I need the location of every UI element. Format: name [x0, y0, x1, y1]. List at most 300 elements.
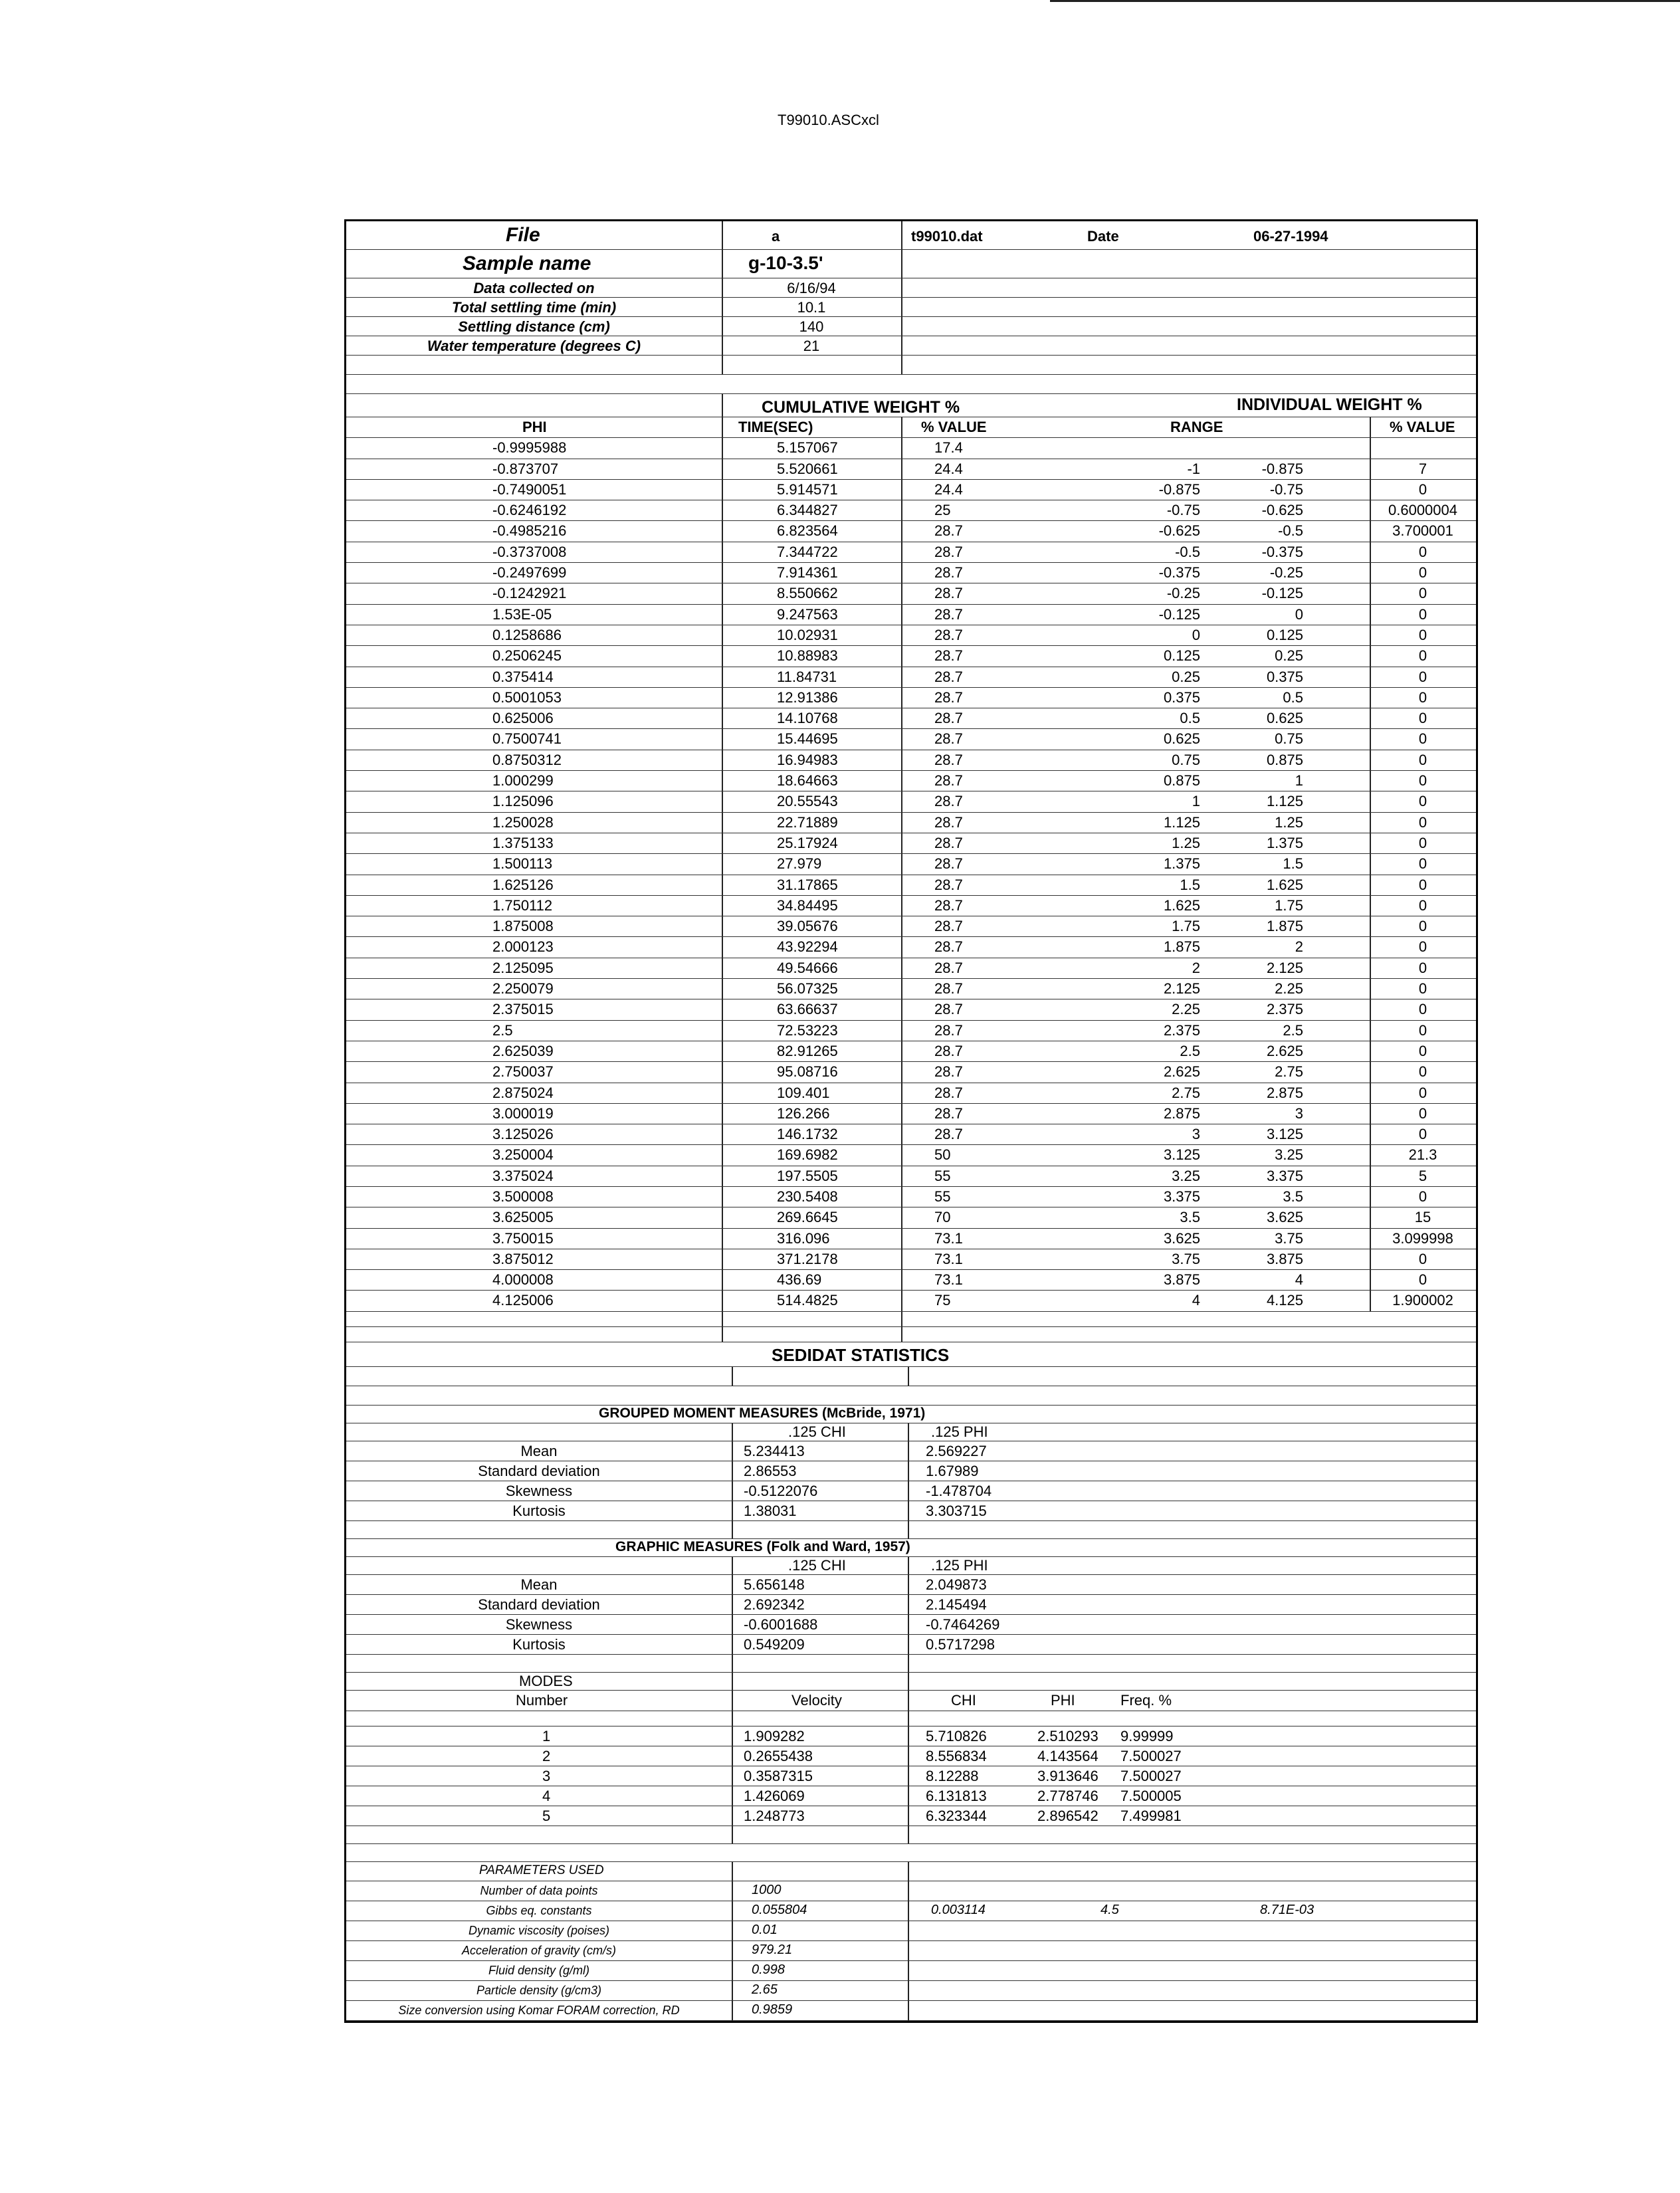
value-cell: 28.7 [934, 1021, 963, 1039]
stat-chi: 5.234413 [744, 1442, 805, 1459]
weight-row [346, 1229, 1476, 1249]
grouped-row [346, 1481, 1476, 1501]
phi-cell: 2.125095 [492, 959, 554, 976]
graphic-title-row [346, 1539, 1476, 1557]
weight-row [346, 1041, 1476, 1062]
range-start-cell: 0.125 [1163, 647, 1200, 665]
modes-header-row [346, 1691, 1476, 1711]
phi-cell: 0.5001053 [492, 688, 562, 706]
value-cell: 25 [934, 502, 951, 519]
weight-row [346, 1062, 1476, 1083]
graphic-row [346, 1575, 1476, 1595]
mode-freq: 7.500005 [1120, 1787, 1182, 1804]
phi-cell: 3.375024 [492, 1167, 554, 1184]
range-end-cell: 1.625 [1266, 876, 1303, 893]
grouped-title: GROUPED MOMENT MEASURES (McBride, 1971) [599, 1405, 926, 1421]
ivalue-cell: 0 [1418, 1126, 1427, 1143]
stat-phi: 1.67989 [926, 1462, 979, 1479]
weight-row [346, 521, 1476, 542]
param-value: 140 [799, 318, 824, 335]
statistics-block [346, 1342, 1476, 1673]
range-end-cell: 1.75 [1275, 896, 1303, 914]
document-title: T99010.ASCxcl [778, 112, 879, 128]
mode-chi: 6.323344 [926, 1807, 987, 1824]
ivalue-cell: 0 [1418, 688, 1427, 706]
modes-col-velocity: Velocity [791, 1691, 842, 1709]
value-cell: 55 [934, 1167, 951, 1184]
value-cell: 28.7 [934, 980, 963, 997]
parameter-label: Size conversion using Komar FORAM correction, RD [398, 2003, 680, 2017]
mode-phi: 2.510293 [1037, 1727, 1099, 1744]
value-cell: 73.1 [934, 1229, 963, 1247]
ivalue-cell: 0 [1418, 605, 1427, 623]
mode-number: 3 [542, 1767, 551, 1784]
ivalue-cell: 0 [1418, 959, 1427, 976]
range-start-cell: 0.25 [1172, 668, 1200, 685]
range-start-cell: 0.5 [1180, 710, 1200, 727]
time-cell: 18.64663 [777, 772, 838, 789]
phi-cell: 0.1258686 [492, 626, 562, 643]
weight-row [346, 459, 1476, 480]
modes-col-number: Number [516, 1691, 568, 1709]
time-cell: 49.54666 [777, 959, 838, 976]
range-end-cell: 3.125 [1266, 1126, 1303, 1143]
weight-row [346, 916, 1476, 937]
phi-cell: 3.250004 [492, 1146, 554, 1164]
stat-label: Kurtosis [512, 1502, 566, 1519]
phi-cell: -0.1242921 [492, 585, 567, 602]
modes-col-phi: PHI [1051, 1691, 1075, 1709]
value-cell: 28.7 [934, 751, 963, 768]
header-block [346, 221, 1476, 394]
weight-row [346, 958, 1476, 979]
range-start-cell: 0.375 [1163, 688, 1200, 706]
phi-cell: 3.500008 [492, 1188, 554, 1205]
weight-row [346, 708, 1476, 729]
weight-row [346, 438, 1476, 459]
time-cell: 82.91265 [777, 1042, 838, 1059]
range-start-cell: 1.125 [1163, 813, 1200, 831]
phi-cell: 1.875008 [492, 918, 554, 935]
ivalue-cell: 0 [1418, 876, 1427, 893]
modes-title: MODES [519, 1672, 573, 1689]
value-cell: 28.7 [934, 730, 963, 748]
value-cell: 28.7 [934, 647, 963, 665]
parameter-v3: 4.5 [1101, 1902, 1119, 1917]
ivalue-cell: 7 [1418, 460, 1427, 477]
phi-cell: 1.625126 [492, 876, 554, 893]
range-start-cell: 3.25 [1172, 1167, 1200, 1184]
col-value: % VALUE [921, 419, 987, 435]
time-cell: 109.401 [777, 1084, 830, 1101]
phi-cell: 2.375015 [492, 1001, 554, 1018]
weight-row [346, 1187, 1476, 1207]
mode-freq: 7.500027 [1120, 1747, 1182, 1764]
value-cell: 73.1 [934, 1271, 963, 1289]
ivalue-cell: 0 [1418, 480, 1427, 498]
weights-header-row [346, 417, 1476, 438]
phi-cell: 4.000008 [492, 1271, 554, 1289]
time-cell: 20.55543 [777, 793, 838, 810]
range-end-cell: 2.125 [1266, 959, 1303, 976]
stat-label: Skewness [505, 1482, 573, 1499]
ivalue-cell: 5 [1418, 1167, 1427, 1184]
col-ivalue: % VALUE [1390, 419, 1455, 435]
time-cell: 43.92294 [777, 938, 838, 956]
range-end-cell: -0.75 [1269, 480, 1303, 498]
range-start-cell: 3.375 [1163, 1188, 1200, 1205]
grouped-col-chi: .125 CHI [788, 1423, 846, 1440]
weight-row [346, 605, 1476, 625]
graphic-row [346, 1595, 1476, 1615]
parameter-v1: 0.01 [752, 1922, 778, 1937]
range-start-cell: 3 [1192, 1126, 1200, 1143]
sample-label: Sample name [463, 253, 591, 274]
ivalue-cell: 3.099998 [1392, 1229, 1453, 1247]
range-start-cell: 2.625 [1163, 1063, 1200, 1081]
range-start-cell: 0.875 [1163, 772, 1200, 789]
range-end-cell: 0.5 [1283, 688, 1303, 706]
time-cell: 63.66637 [777, 1001, 838, 1018]
parameter-row [346, 1981, 1476, 2001]
range-end-cell: 2.875 [1266, 1084, 1303, 1101]
mode-number: 4 [542, 1787, 551, 1804]
mode-phi: 4.143564 [1037, 1747, 1099, 1764]
graphic-rows [346, 1575, 1476, 1655]
value-cell: 73.1 [934, 1250, 963, 1267]
value-cell: 28.7 [934, 605, 963, 623]
mode-rows [346, 1726, 1476, 1826]
mode-velocity: 1.248773 [744, 1807, 805, 1824]
mode-chi: 8.12288 [926, 1767, 979, 1784]
time-cell: 6.823564 [777, 522, 838, 540]
range-end-cell: 3.25 [1275, 1146, 1303, 1164]
range-end-cell: 0.25 [1275, 647, 1303, 665]
ivalue-cell: 0 [1418, 1104, 1427, 1122]
range-start-cell: 2.125 [1163, 980, 1200, 997]
range-start-cell: 0.75 [1172, 751, 1200, 768]
range-start-cell: 2.75 [1172, 1084, 1200, 1101]
value-cell: 28.7 [934, 959, 963, 976]
range-end-cell: 0.375 [1266, 668, 1303, 685]
graphic-title: GRAPHIC MEASURES (Folk and Ward, 1957) [615, 1538, 910, 1554]
phi-cell: -0.9995988 [492, 439, 567, 457]
range-start-cell: 1.375 [1163, 855, 1200, 873]
ivalue-cell: 0 [1418, 772, 1427, 789]
weight-row [346, 1291, 1476, 1311]
sample-row [346, 250, 1476, 278]
parameter-v1: 2.65 [752, 1982, 778, 1997]
range-start-cell: -0.375 [1158, 564, 1200, 581]
range-start-cell: 4 [1192, 1292, 1200, 1309]
weight-row [346, 999, 1476, 1020]
range-end-cell: 3.5 [1283, 1188, 1303, 1205]
graphic-header-row [346, 1557, 1476, 1575]
ivalue-cell: 0 [1418, 813, 1427, 831]
stat-chi: -0.5122076 [744, 1482, 818, 1499]
individual-title: INDIVIDUAL WEIGHT % [1237, 395, 1422, 414]
range-end-cell: 4 [1295, 1271, 1303, 1289]
range-end-cell: 3.375 [1266, 1167, 1303, 1184]
phi-cell: 0.7500741 [492, 730, 562, 748]
range-end-cell: 1.5 [1283, 855, 1303, 873]
range-start-cell: 2.5 [1180, 1042, 1200, 1059]
file-label: File [506, 224, 540, 246]
parameters-title-row [346, 1862, 1476, 1881]
range-end-cell: -0.25 [1269, 564, 1303, 581]
range-start-cell: 3.625 [1163, 1229, 1200, 1247]
param-row [346, 336, 1476, 356]
weight-row [346, 979, 1476, 999]
range-end-cell: 1.25 [1275, 813, 1303, 831]
stat-phi: 3.303715 [926, 1502, 987, 1519]
weight-row [346, 854, 1476, 875]
modes-col-chi: CHI [951, 1691, 976, 1709]
phi-cell: 4.125006 [492, 1292, 554, 1309]
time-cell: 34.84495 [777, 896, 838, 914]
mode-phi: 3.913646 [1037, 1767, 1099, 1784]
range-end-cell: 1.875 [1266, 918, 1303, 935]
modes-col-freq: Freq. % [1120, 1691, 1172, 1709]
ivalue-cell: 0 [1418, 834, 1427, 851]
stat-chi: 5.656148 [744, 1576, 805, 1593]
range-end-cell: 3.875 [1266, 1250, 1303, 1267]
modes-block [346, 1673, 1476, 1862]
phi-cell: 1.750112 [492, 896, 553, 914]
value-cell: 28.7 [934, 543, 963, 560]
ivalue-cell: 0 [1418, 1250, 1427, 1267]
parameters-block [346, 1862, 1476, 2021]
stat-label: Kurtosis [512, 1635, 566, 1653]
time-cell: 12.91386 [777, 688, 838, 706]
weight-row [346, 771, 1476, 791]
value-cell: 28.7 [934, 918, 963, 935]
time-cell: 7.914361 [777, 564, 838, 581]
ivalue-cell: 0.6000004 [1388, 502, 1457, 519]
value-cell: 75 [934, 1292, 951, 1309]
range-start-cell: 2.25 [1172, 1001, 1200, 1018]
range-start-cell: -0.5 [1175, 543, 1200, 560]
range-end-cell: 1.375 [1266, 834, 1303, 851]
parameter-v1: 0.055804 [752, 1902, 807, 1917]
data-sheet [344, 219, 1478, 2023]
phi-cell: 2.250079 [492, 980, 554, 997]
weight-row [346, 688, 1476, 708]
time-cell: 56.07325 [777, 980, 838, 997]
value-cell: 28.7 [934, 710, 963, 727]
graphic-row [346, 1635, 1476, 1655]
parameter-row [346, 1921, 1476, 1941]
header-params [346, 278, 1476, 356]
time-cell: 7.344722 [777, 543, 838, 560]
range-end-cell: -0.125 [1261, 585, 1303, 602]
phi-cell: 3.125026 [492, 1126, 554, 1143]
time-cell: 72.53223 [777, 1021, 838, 1039]
time-cell: 126.266 [777, 1104, 830, 1122]
ivalue-cell: 1.900002 [1392, 1292, 1453, 1309]
range-end-cell: 1 [1295, 772, 1303, 789]
time-cell: 169.6982 [777, 1146, 838, 1164]
ivalue-cell: 0 [1418, 918, 1427, 935]
time-cell: 269.6645 [777, 1209, 838, 1226]
grouped-title-row [346, 1406, 1476, 1423]
phi-cell: 3.625005 [492, 1209, 554, 1226]
value-cell: 24.4 [934, 480, 963, 498]
mode-row [346, 1766, 1476, 1786]
phi-cell: 2.000123 [492, 938, 554, 956]
param-row [346, 278, 1476, 298]
time-cell: 230.5408 [777, 1188, 838, 1205]
value-cell: 28.7 [934, 1126, 963, 1143]
weight-row [346, 1207, 1476, 1228]
value-cell: 28.7 [934, 1084, 963, 1101]
phi-cell: 3.875012 [492, 1250, 554, 1267]
weight-row [346, 791, 1476, 812]
phi-cell: 3.000019 [492, 1104, 554, 1122]
stats-title-row [346, 1342, 1476, 1367]
parameter-label: Fluid density (g/ml) [488, 1963, 590, 1977]
weight-row [346, 667, 1476, 688]
parameter-v4: 8.71E-03 [1260, 1902, 1314, 1917]
grouped-row [346, 1501, 1476, 1521]
weights-block [346, 394, 1476, 1342]
range-end-cell: 0.75 [1275, 730, 1303, 748]
value-cell: 28.7 [934, 668, 963, 685]
weight-row [346, 937, 1476, 958]
time-cell: 95.08716 [777, 1063, 838, 1081]
param-label: Settling distance (cm) [458, 318, 610, 335]
parameter-v1: 0.998 [752, 1962, 786, 1977]
mode-row [346, 1786, 1476, 1806]
ivalue-cell: 0 [1418, 1021, 1427, 1039]
stat-phi: -0.7464269 [926, 1616, 1000, 1633]
file-a: a [772, 228, 780, 245]
weight-row [346, 750, 1476, 771]
parameter-v1: 1000 [752, 1882, 782, 1897]
range-start-cell: 1.625 [1163, 896, 1200, 914]
param-label: Data collected on [473, 280, 595, 296]
mode-velocity: 1.426069 [744, 1787, 805, 1804]
time-cell: 31.17865 [777, 876, 838, 893]
range-start-cell: -0.875 [1158, 480, 1200, 498]
phi-cell: 0.625006 [492, 710, 554, 727]
phi-cell: -0.3737008 [492, 543, 567, 560]
stat-label: Standard deviation [478, 1462, 600, 1479]
value-cell: 28.7 [934, 855, 963, 873]
weight-row [346, 500, 1476, 521]
stat-chi: 2.86553 [744, 1462, 797, 1479]
ivalue-cell: 0 [1418, 710, 1427, 727]
range-end-cell: -0.875 [1261, 460, 1303, 477]
value-cell: 17.4 [934, 439, 963, 457]
range-start-cell: -1 [1187, 460, 1200, 477]
range-start-cell: 3.125 [1163, 1146, 1200, 1164]
weight-row [346, 583, 1476, 604]
parameters-rows [346, 1881, 1476, 2021]
stat-phi: -1.478704 [926, 1482, 992, 1499]
range-end-cell: 0.125 [1266, 626, 1303, 643]
value-cell: 28.7 [934, 626, 963, 643]
range-start-cell: -0.625 [1158, 522, 1200, 540]
weight-row [346, 1104, 1476, 1124]
phi-cell: 2.875024 [492, 1084, 554, 1101]
range-start-cell: 3.75 [1172, 1250, 1200, 1267]
time-cell: 514.4825 [777, 1292, 838, 1309]
parameter-label: Acceleration of gravity (cm/s) [461, 1943, 617, 1957]
range-end-cell: 0.625 [1266, 710, 1303, 727]
mode-phi: 2.778746 [1037, 1787, 1099, 1804]
param-value: 6/16/94 [787, 280, 836, 296]
weight-row [346, 1249, 1476, 1270]
ivalue-cell: 0 [1418, 1001, 1427, 1018]
weight-row [346, 813, 1476, 833]
phi-cell: -0.4985216 [492, 522, 567, 540]
top-rule [1050, 0, 1680, 2]
time-cell: 146.1732 [777, 1126, 838, 1143]
time-cell: 10.02931 [777, 626, 838, 643]
param-row [346, 298, 1476, 317]
value-cell: 55 [934, 1188, 951, 1205]
value-cell: 28.7 [934, 522, 963, 540]
range-start-cell: -0.75 [1166, 502, 1200, 519]
range-start-cell: 2.875 [1163, 1104, 1200, 1122]
mode-row [346, 1746, 1476, 1766]
parameter-v2: 0.003114 [931, 1902, 986, 1917]
weight-row [346, 1166, 1476, 1187]
stat-label: Mean [520, 1576, 558, 1593]
stat-phi: 2.569227 [926, 1442, 987, 1459]
range-end-cell: 1.125 [1266, 793, 1303, 810]
parameter-label: Particle density (g/cm3) [476, 1983, 602, 1997]
value-cell: 28.7 [934, 585, 963, 602]
weight-row [346, 480, 1476, 500]
ivalue-cell: 0 [1418, 626, 1427, 643]
ivalue-cell: 0 [1418, 1188, 1427, 1205]
stat-chi: -0.6001688 [744, 1616, 818, 1633]
modes-title-row [346, 1673, 1476, 1691]
weights-rows [346, 438, 1476, 1311]
ivalue-cell: 15 [1414, 1209, 1431, 1226]
stat-phi: 0.5717298 [926, 1635, 995, 1653]
stat-label: Standard deviation [478, 1596, 600, 1613]
parameter-row [346, 2001, 1476, 2021]
value-cell: 70 [934, 1209, 951, 1226]
range-end-cell: 2.375 [1266, 1001, 1303, 1018]
range-end-cell: 3.75 [1275, 1229, 1303, 1247]
stat-chi: 2.692342 [744, 1596, 805, 1613]
phi-cell: 2.625039 [492, 1042, 554, 1059]
time-cell: 11.84731 [777, 668, 837, 685]
phi-cell: 1.125096 [492, 793, 554, 810]
ivalue-cell: 0 [1418, 938, 1427, 956]
weight-row [346, 875, 1476, 896]
grouped-rows [346, 1441, 1476, 1521]
graphic-col-phi: .125 PHI [931, 1556, 988, 1574]
parameter-row [346, 1901, 1476, 1921]
stat-chi: 1.38031 [744, 1502, 797, 1519]
time-cell: 9.247563 [777, 605, 838, 623]
range-end-cell: 4.125 [1266, 1292, 1303, 1309]
weight-row [346, 1270, 1476, 1291]
graphic-col-chi: .125 CHI [788, 1556, 846, 1574]
value-cell: 28.7 [934, 834, 963, 851]
phi-cell: -0.873707 [492, 460, 559, 477]
stats-title: SEDIDAT STATISTICS [772, 1344, 950, 1365]
value-cell: 28.7 [934, 793, 963, 810]
time-cell: 16.94983 [777, 751, 838, 768]
mode-number: 2 [542, 1747, 551, 1764]
phi-cell: -0.7490051 [492, 480, 567, 498]
